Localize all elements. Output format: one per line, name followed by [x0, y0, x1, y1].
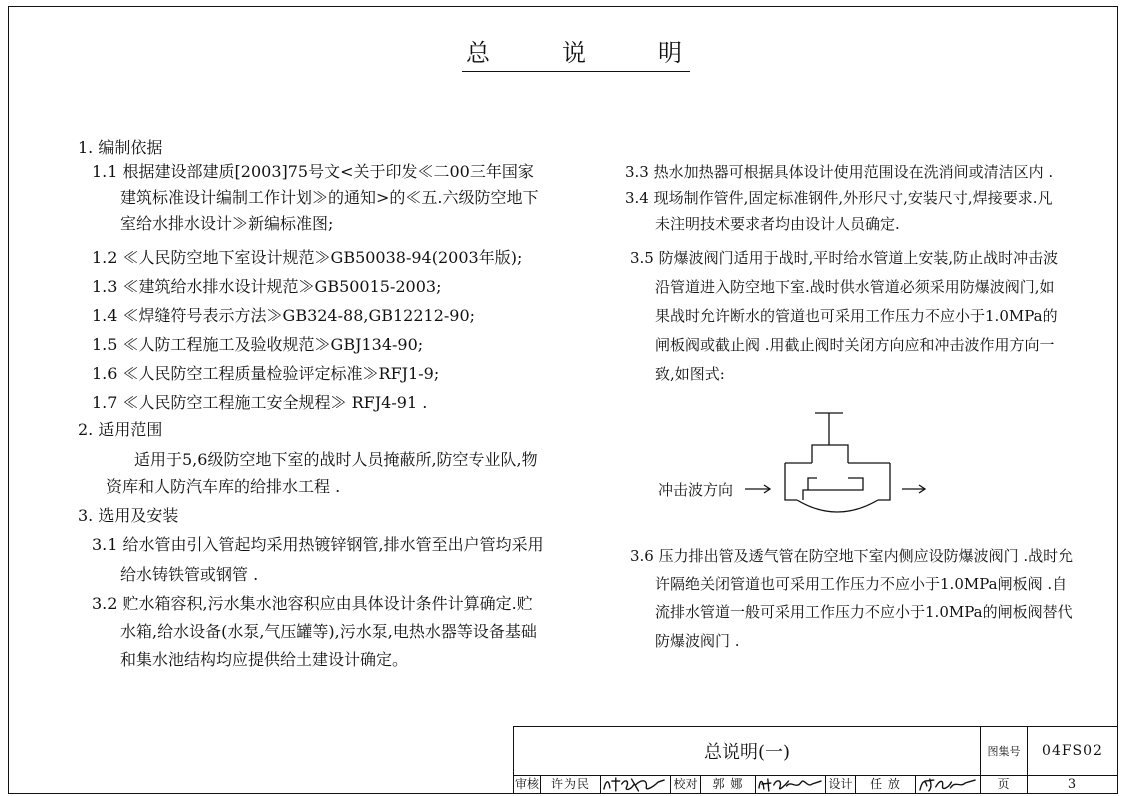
page-label: 页: [981, 776, 1028, 793]
note-line: 闸板阀或截止阀 .用截止阀时关闭方向应和冲击波作用方向一: [655, 336, 1055, 354]
gate-valve-icon: [785, 413, 890, 512]
note-line: 3.6 压力排出管及透气管在防空地下室内侧应设防爆波阀门 .战时允: [630, 547, 1074, 565]
atlas-number: 04FS02: [1028, 727, 1117, 776]
page-title: 总说明: [466, 39, 754, 67]
reviewer-signature: [601, 776, 671, 793]
note-line: 资库和人防汽车库的给排水工程 .: [106, 477, 341, 496]
title-underline: [462, 71, 690, 72]
reviewer-name: 许为民: [541, 776, 601, 793]
atlas-number-label: 图集号: [981, 727, 1028, 776]
note-line: 和集水池结构均应提供给土建设计确定。: [120, 650, 409, 669]
designer-signature: [916, 776, 981, 793]
reviewer-label: 审核: [514, 777, 539, 791]
checker-name: 郭 娜: [701, 776, 756, 793]
arrow-right-icon: [902, 485, 925, 493]
note-line: 果战时允许断水的管道也可采用工作压力不应小于1.0MPa的: [655, 307, 1058, 325]
note-line: 沿管道进入防空地下室.战时供水管道必须采用防爆波阀门,如: [655, 278, 1055, 296]
designer-label: 设计: [826, 776, 856, 793]
note-line: 室给水排水设计≫新编标准图;: [120, 214, 334, 233]
note-line: 许隔绝关闭管道也可采用工作压力不应小于1.0MPa闸板阀 .自: [655, 575, 1068, 593]
note-line: 3.2 贮水箱容积,污水集水池容积应由具体设计条件计算确定.贮: [92, 594, 533, 613]
section-heading-basis: 1. 编制依据: [78, 138, 163, 157]
note-line: 1.1 根据建设部建质[2003]75号文<关于印发≪二00三年国家: [92, 162, 534, 181]
note-line: 3.4 现场制作管件,固定标准钢件,外形尺寸,安装尺寸,焊接要求.凡: [625, 189, 1053, 207]
note-line: 1.4 ≪焊缝符号表示方法≫GB324-88,GB12212-90;: [92, 306, 476, 325]
arrow-right-icon: [745, 485, 770, 493]
note-line: 1.2 ≪人民防空地下室设计规范≫GB50038-94(2003年版);: [92, 248, 523, 267]
section-heading-installation: 3. 选用及安装: [78, 506, 179, 525]
page-number: 3: [1067, 777, 1078, 792]
note-line: 建筑标准设计编制工作计划≫的通知>的≪五.六级防空地下: [120, 188, 539, 207]
checker-label: 校对: [671, 776, 701, 793]
note-line: 3.3 热水加热器可根据具体设计使用范围设在洗消间或清洁区内 .: [625, 163, 1054, 181]
note-line: 未注明技术要求者均由设计人员确定.: [655, 215, 900, 233]
note-line: 3.1 给水管由引入管起均采用热镀锌钢管,排水管至出户管均采用: [92, 535, 544, 554]
drawing-title: 总说明(一): [514, 727, 981, 776]
note-line: 1.3 ≪建筑给水排水设计规范≫GB50015-2003;: [92, 277, 442, 296]
designer-name: 任 放: [856, 776, 916, 793]
shockwave-direction-label: 冲击波方向: [658, 481, 734, 499]
note-line: 1.5 ≪人防工程施工及验收规范≫GBJ134-90;: [92, 335, 424, 354]
note-line: 3.5 防爆波阀门适用于战时,平时给水管道上安装,防止战时冲击波: [630, 249, 1059, 267]
note-line: 致,如图式:: [655, 365, 725, 383]
note-line: 1.7 ≪人民防空工程施工安全规程≫ RFJ4-91 .: [92, 393, 428, 412]
note-line: 防爆波阀门 .: [655, 632, 740, 650]
note-line: 流排水管道一般可采用工作压力不应小于1.0MPa的闸板阀替代: [655, 603, 1073, 621]
note-line: 适用于5,6级防空地下室的战时人员掩蔽所,防空专业队,物: [134, 450, 538, 469]
section-heading-scope: 2. 适用范围: [78, 420, 163, 439]
note-line: 1.6 ≪人民防空工程质量检验评定标准≫RFJ1-9;: [92, 364, 440, 383]
gate-valve-diagram: [740, 405, 940, 525]
checker-signature: [756, 776, 826, 793]
title-block: [513, 726, 1117, 793]
note-line: 水箱,给水设备(水泵,气压罐等),污水泵,电热水器等设备基础: [120, 622, 537, 641]
note-line: 给水铸铁管或钢管 .: [120, 565, 259, 584]
